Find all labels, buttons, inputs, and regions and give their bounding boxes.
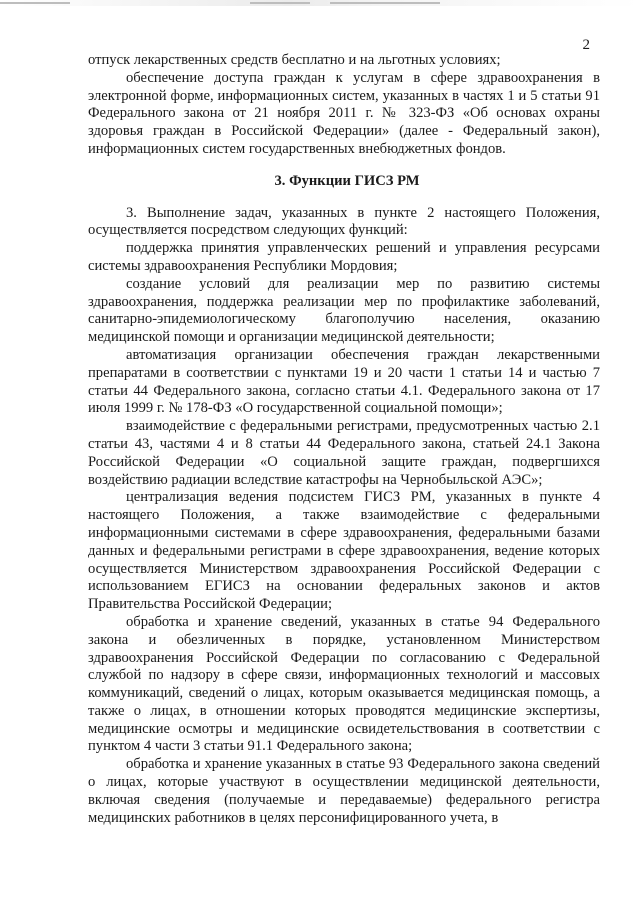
scan-speck	[250, 2, 310, 4]
paragraph: отпуск лекарственных средств бесплатно и на льготных условиях;	[88, 52, 501, 68]
document-body	[88, 52, 600, 827]
paragraph: 3. Выполнение задач, указанных в пункте 2 настоящего Положения, осуществляется посредством следующих функций:	[88, 204, 600, 239]
paragraph: поддержка принятия управленческих решений и управления ресурсами системы здравоохранения Республики Мордовия;	[88, 240, 600, 274]
scan-speck	[330, 2, 440, 4]
paragraph: взаимодействие с федеральными регистрами, предусмотренных частью 2.1 статьи 43, частями 4 и 8 статьи 44 Федерального закона, статьей 24.1 Закона Российской Федерации «О социальной защите граждан, подвергшихся воздействию радиации вследствие катастрофы на Чернобыльской АЭС»;	[88, 418, 600, 488]
paragraph: обработка и хранение указанных в статье 93 Федерального закона сведений о лицах, которые участвуют в осуществлении медицинской деятельности, включая сведения (получаемые и передаваемые) федерального регистра медицинских работников в целях персонифицированного учета, в	[88, 756, 600, 826]
section-heading: 3. Функции ГИСЗ РМ	[274, 172, 420, 189]
paragraph: обеспечение доступа граждан к услугам в сфере здравоохранения в электронной форме, информационных систем, указанных в частях 1 и 5 статьи 91 Федерального закона от 21 ноября 2011 г. № 323-ФЗ «Об основах охраны здоровья граждан в Российской Федерации» (далее - Федеральный закон), информационных систем государственных внебюджетных фондов.	[88, 69, 600, 157]
scan-edge	[0, 0, 640, 6]
scan-speck	[0, 2, 70, 4]
paragraph: обработка и хранение сведений, указанных в статье 94 Федерального закона и обезличенных в порядке, установленном Министерством здравоохранения Российской Федерации по согласованию с Федеральной службой по надзору в сфере связи, информационных технологий и массовых коммуникаций, сведений о лицах, которым оказывается медицинская помощь, а также о лицах, в отношении которых проводятся медицинские экспертизы, медицинские осмотры и медицинские освидетельствования в соответствии с пунктом 4 части 3 статьи 91.1 Федерального закона;	[88, 613, 600, 755]
paragraph: автоматизация организации обеспечения граждан лекарственными препаратами в соответствии с пунктами 19 и 20 части 1 статьи 14 и частью 7 статьи 44 Федерального закона, согласно статьи 4.1. Федерального закона от 17 июля 1999 г. № 178-ФЗ «О государственной социальной помощи»;	[88, 346, 600, 417]
paragraph: централизация ведения подсистем ГИСЗ РМ, указанных в пункте 4 настоящего Положения, а также взаимодействие с федеральными информационными системами в сфере здравоохранения, федеральными базами данных и федеральными регистрами в сфере здравоохранения, ведение которых осуществляется Министерством здравоохранения Российской Федерации с использованием ЕГИСЗ на основании федеральных законов и актов Правительства Российской Федерации;	[88, 489, 600, 613]
paragraph: создание условий для реализации мер по развитию системы здравоохранения, поддержка реализации мер по профилактике заболеваний, санитарно-эпидемиологическому благополучию населения, оказанию медицинской помощи и организации медицинской деятельности;	[88, 275, 600, 346]
page-number: 2	[582, 37, 590, 53]
